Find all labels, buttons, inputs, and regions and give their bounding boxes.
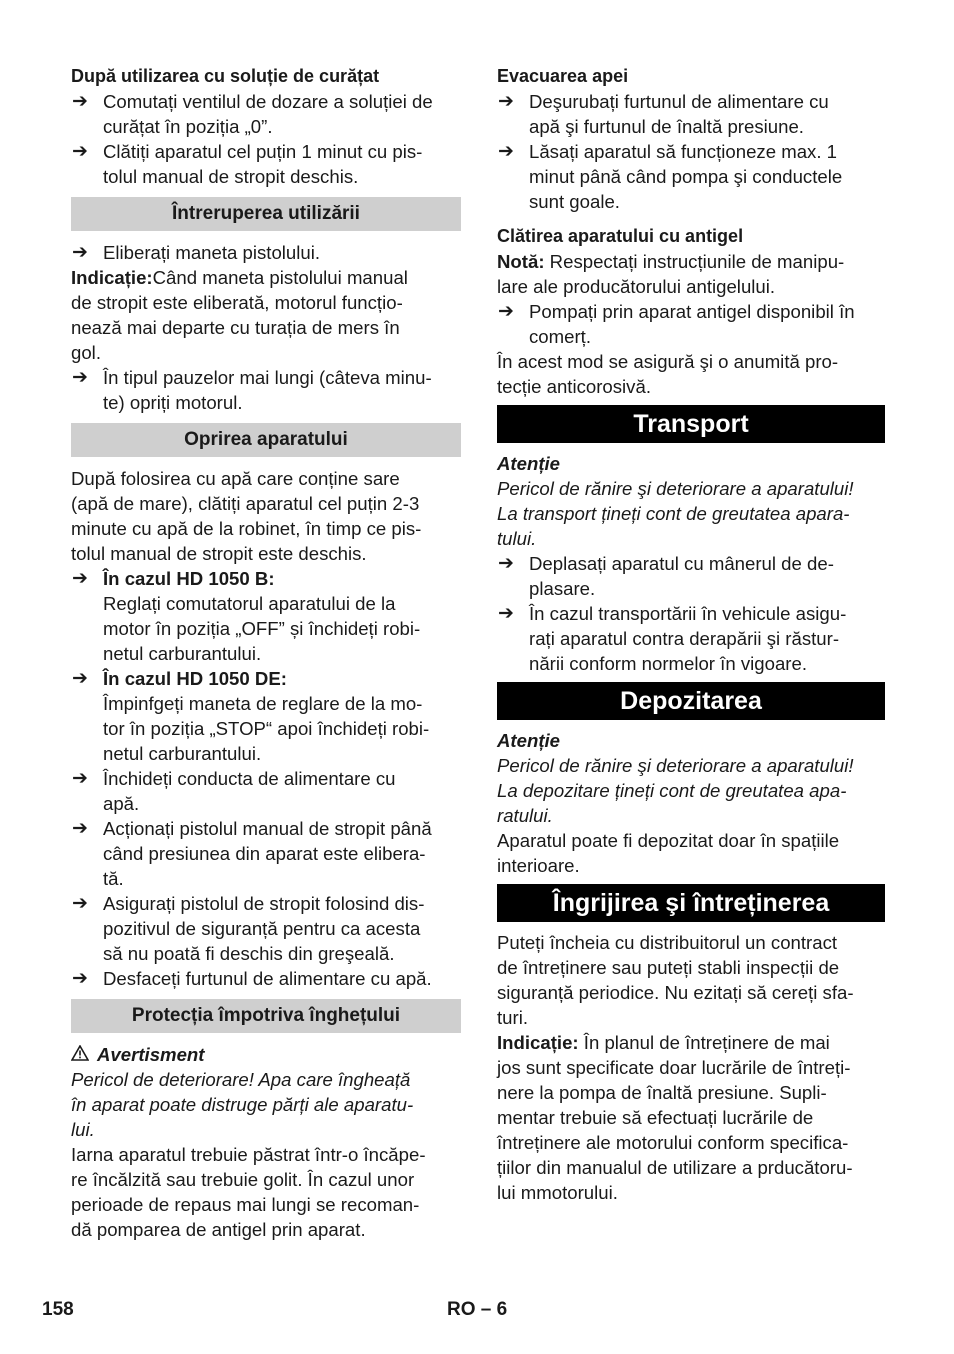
paragraph: Aparatul poate fi depozitat doar în spațiile interioare. [497,830,840,876]
arrow-right-icon: ➔ [498,553,514,574]
list-item: ➔ Deplasați aparatul cu mânerul de de- plasare. [498,553,834,599]
warning-triangle-icon [71,1042,97,1067]
list-item: ➔ În cazul transportării în vehicule asigu- rați aparatul contra derapării şi răstur- nării conform normelor în vigoare. [498,603,847,674]
list-item: ➔ Lăsați aparatul să funcționeze max. 1 minut până când pompa şi conductele sunt goale. [498,141,843,212]
arrow-right-icon: ➔ [498,301,514,322]
list-item: ➔ Comutați ventilul de dozare a soluției de curățat în poziția „0”. [72,91,433,137]
arrow-right-icon: ➔ [72,568,88,589]
attention-title: Atenție [497,730,561,751]
note-paragraph: Notă: Respectați instrucțiunile de manipu- lare ale producătorului antigelului. [497,251,845,297]
arrow-right-icon: ➔ [498,91,514,112]
arrow-right-icon: ➔ [72,367,88,388]
arrow-right-icon: ➔ [72,768,88,789]
list-item: ➔ Clătiți aparatul cel puțin 1 minut cu pis- tolul manual de stropit deschis. [72,141,423,187]
indented-text: Împinfgeți maneta de reglare de la mo- tor în poziția „STOP“ apoi închideți robi- netul carburantului. [103,693,430,764]
arrow-right-icon: ➔ [72,242,88,263]
list-item: ➔ Deşurubați furtunul de alimentare cu apă şi furtunul de înaltă presiune. [498,91,829,137]
warning-title: Avertisment [71,1042,461,1067]
list-item: ➔ Asigurați pistolul de stropit folosind dis- pozitivul de siguranță pentru ca acesta să nu poată fi deschis din greşeală. [72,893,425,964]
note-paragraph: Indicație: În planul de întreținere de mai jos sunt specificate doar lucrările de întreți- nere la pompa de înaltă presiune. Supli- mentar trebuie să efectuați lucrările de întreținere ale motorului conform specifica- țiilor din manualul de utilizare a prducătoru- lui mmotorului. [497,1032,853,1203]
attention-text: Pericol de rănire şi deteriorare a aparatului! La depozitare țineți cont de greutatea apa- ratului. [497,755,854,826]
paragraph: După folosirea cu apă care conține sare (apă de mare), clătiți aparatul cel puțin 2-3 minute cu apă de la robinet, în timp ce pis- tolul manual de stropit este deschis. [71,468,422,564]
section-heading: După utilizarea cu soluție de curățat [71,66,380,86]
chapter-bar-storage: Depozitarea [497,682,885,720]
arrow-right-icon: ➔ [72,668,88,689]
indented-text: Reglați comutatorul aparatului de la motor în poziția „OFF” și închideți robi- netul carburantului. [103,593,421,664]
list-item: ➔ Desfaceți furtunul de alimentare cu apă. [72,968,432,989]
attention-text: Pericol de rănire şi deteriorare a aparatului! La transport țineți cont de greutatea apara- tului. [497,478,854,549]
attention-title: Atenție [497,453,561,474]
page-number: 158 [42,1299,74,1320]
chapter-bar-transport: Transport [497,405,885,443]
page-section-label: RO – 6 [447,1299,508,1320]
right-column [497,64,885,1205]
section-heading: Evacuarea apei [497,66,629,86]
note-paragraph: Indicație:Când maneta pistolului manual de stropit este eliberată, motorul funcțio- nează mai departe cu turația de mers în gol. [71,267,408,363]
list-item: ➔ Eliberați maneta pistolului. [72,242,321,263]
list-item: ➔ Închideți conducta de alimentare cu apă. [72,768,396,814]
paragraph: Iarna aparatul trebuie păstrat într-o încăpe- re încălzită sau trebuie golit. În cazul unor perioade de repaus mai lungi se recoman- dă pomparea de antigel prin aparat. [71,1144,426,1240]
arrow-right-icon: ➔ [498,141,514,162]
section-heading: Clătirea aparatului cu antigel [497,226,744,246]
section-bar-interrupt: Întreruperea utilizării [71,197,461,231]
section-bar-frost: Protecția împotriva înghețului [71,999,461,1033]
list-item: ➔ Pompați prin aparat antigel disponibil în comerț. [498,301,855,347]
arrow-right-icon: ➔ [498,603,514,624]
arrow-right-icon: ➔ [72,968,88,989]
warning-text: Pericol de deteriorare! Apa care îngheață în aparat poate distruge părți ale aparatu- lui. [71,1069,414,1140]
paragraph: În acest mod se asigură şi o anumită pro- tecție anticorosivă. [497,351,839,397]
list-item: ➔ În tipul pauzelor mai lungi (câteva minu- te) opriți motorul. [72,367,432,413]
chapter-bar-maintenance: Îngrijirea şi întreținerea [497,884,885,922]
arrow-right-icon: ➔ [72,141,88,162]
arrow-right-icon: ➔ [72,91,88,112]
paragraph: Puteți încheia cu distribuitorul un contract de întreținere sau puteți stabli inspecții de siguranță periodice. Nu ezitați să cereți sfa- turi. [497,932,854,1028]
arrow-right-icon: ➔ [72,818,88,839]
list-item: ➔ În cazul HD 1050 DE: [72,668,287,689]
list-item: ➔ În cazul HD 1050 B: [72,568,275,589]
arrow-right-icon: ➔ [72,893,88,914]
section-bar-stop: Oprirea aparatului [71,423,461,457]
list-item: ➔ Acționați pistolul manual de stropit până când presiunea din aparat este elibera- tă. [72,818,432,889]
left-column [71,64,461,1242]
